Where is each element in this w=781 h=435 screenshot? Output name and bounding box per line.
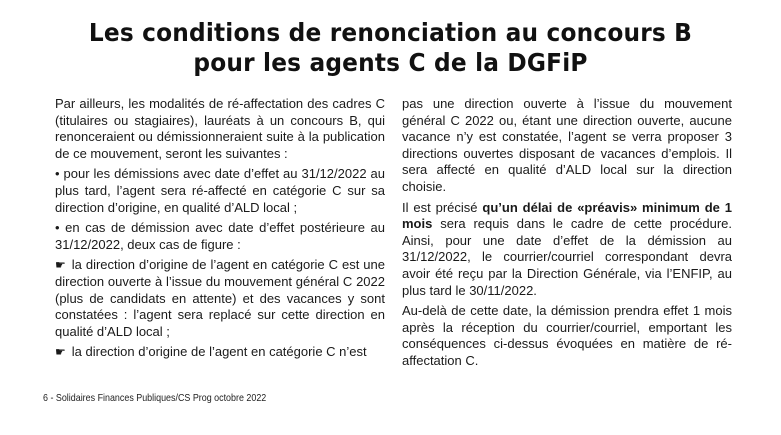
notice-post: sera requis dans le cadre de cette procédure. Ainsi, pour une date d’effet de la démission au 31/12/2022, le courrier/courriel correspondant devra avoir été reçu par la Direction Générale, via l’ENFIP, au plus tard le 30/11/2022. [402,216,732,298]
pointing-hand-icon: ☛ [55,345,66,360]
case-closed-direction [55,344,385,361]
right-column [402,96,732,374]
page-title [27,18,753,78]
bullet-before-deadline: • pour les démissions avec date d’effet au 31/12/2022 au plus tard, l’agent sera ré-affecté en catégorie C sur sa direction d’origine, en qualité d’ALD local ; [55,166,385,215]
case-open-direction-text: la direction d’origine de l’agent en catégorie C est une direction ouverte à l’issue du mouvement général C 2022 (plus de candidats en attente) et des vacances y sont constatées : l’agent sera replacé sur cette direction en qualité d’ALD local ; [55,257,385,339]
beyond-date-paragraph: Au-delà de cette date, la démission prendra effet 1 mois après la réception du courrier/courriel, emportant les conséquences ci-dessus évoquées en matière de ré-affectation C. [402,303,732,368]
left-column [55,96,385,365]
case-closed-direction-continued: pas une direction ouverte à l’issue du mouvement général C 2022 ou, étant une direction ouverte, aucune vacance n’y est constatée, l’agent se verra proposer 3 directions ouvertes disposant de vacances d’emplois. Il sera affecté en qualité d’ALD local sur la direction choisie. [402,96,732,194]
page-footer: 6 - Solidaires Finances Publiques/CS Prog octobre 2022 [43,392,267,404]
bullet-after-deadline: • en cas de démission avec date d’effet postérieure au 31/12/2022, deux cas de figure : [55,220,385,252]
notice-period-paragraph [402,200,732,300]
pointing-hand-icon: ☛ [55,258,66,273]
title-line-2: pour les agents C de la DGFiP [193,48,588,77]
notice-bold: qu’un délai de «préavis» minimum de 1 mois [402,199,732,232]
intro-paragraph: Par ailleurs, les modalités de ré-affectation des cadres C (titulaires ou stagiaires), lauréats à un concours B, qui renonceraient ou démissionneraient suite à la publication de ce mouvement, seront les suivantes : [55,96,385,161]
case-open-direction [55,257,385,340]
case-closed-direction-text: la direction d’origine de l’agent en catégorie C n’est [71,344,367,360]
notice-pre: Il est précisé [402,199,483,215]
title-line-1: Les conditions de renonciation au concours B [88,18,693,47]
